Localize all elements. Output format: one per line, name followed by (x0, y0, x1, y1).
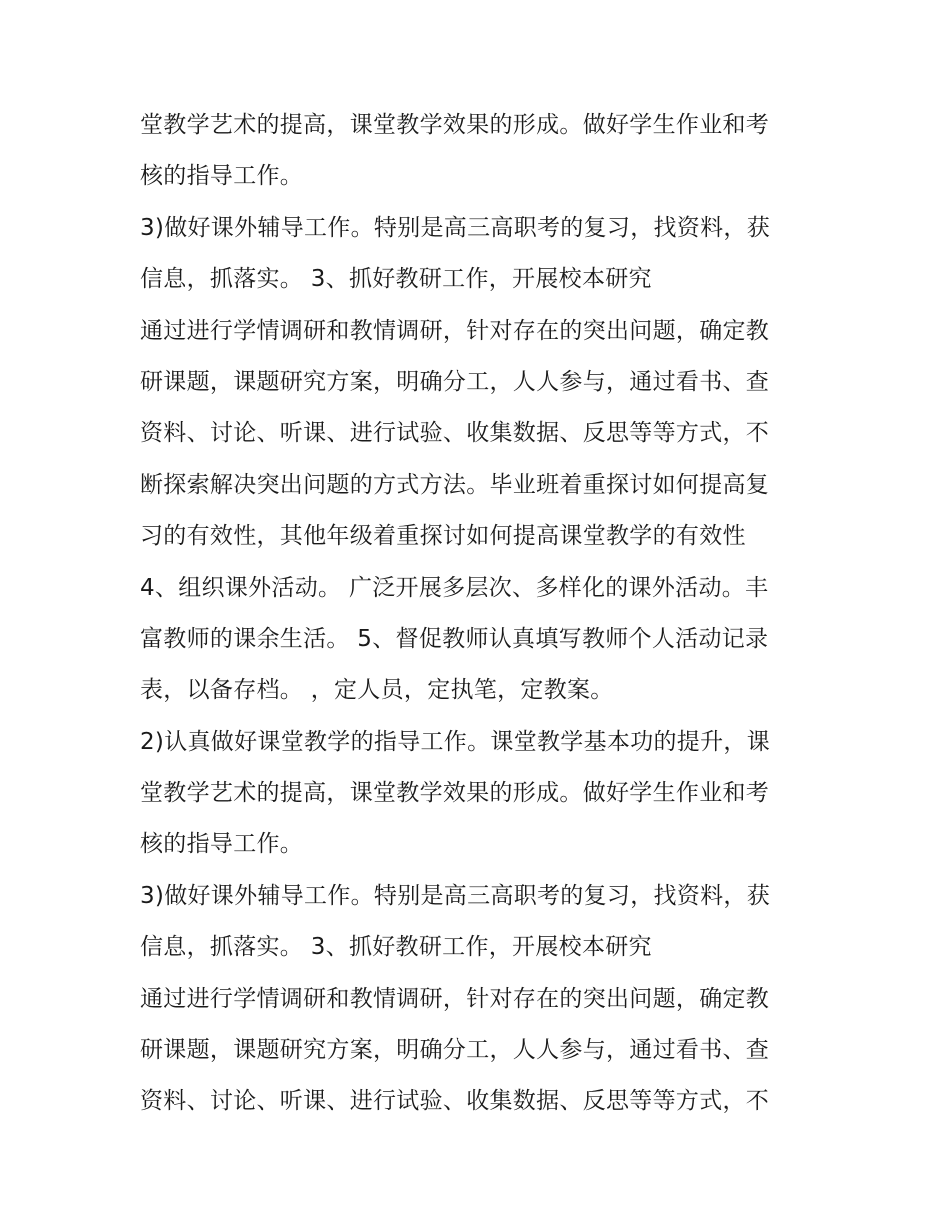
text-line: 断探索解决突出问题的方式方法。毕业班着重探讨如何提高复 (140, 471, 770, 498)
text-line: 资料、讨论、听课、进行试验、收集数据、反思等等方式，不 (140, 420, 770, 447)
text-line: 通过进行学情调研和教情调研，针对存在的突出问题，确定教 (140, 985, 770, 1012)
text-line: 通过进行学情调研和教情调研，针对存在的突出问题，确定教 (140, 317, 770, 344)
text-line: 核的指导工作。 (140, 831, 304, 858)
text-line: 信息，抓落实。 3、抓好教研工作，开展校本研究 (140, 266, 652, 293)
text-line: 4、组织课外活动。 广泛开展多层次、多样化的课外活动。丰 (140, 574, 769, 601)
text-line: 研课题，课题研究方案，明确分工，人人参与，通过看书、查 (140, 368, 770, 395)
text-line: 堂教学艺术的提高，课堂教学效果的形成。做好学生作业和考 (140, 112, 770, 138)
text-line: 习的有效性，其他年级着重探讨如何提高课堂教学的有效性 (140, 523, 746, 550)
text-line: 富教师的课余生活。 5、督促教师认真填写教师个人活动记录 (140, 625, 769, 652)
text-line: 3)做好课外辅导工作。特别是高三高职考的复习，找资料，获 (140, 214, 771, 241)
text-line: 表，以备存档。 ，定人员，定执笔，定教案。 (140, 677, 614, 704)
text-line: 研课题，课题研究方案，明确分工，人人参与，通过看书、查 (140, 1037, 770, 1064)
text-line: 核的指导工作。 (140, 163, 304, 190)
text-line: 堂教学艺术的提高，课堂教学效果的形成。做好学生作业和考 (140, 780, 770, 807)
text-line: 2)认真做好课堂教学的指导工作。课堂教学基本功的提升，课 (140, 728, 771, 755)
text-line: 3)做好课外辅导工作。特别是高三高职考的复习，找资料，获 (140, 882, 771, 909)
text-line: 资料、讨论、听课、进行试验、收集数据、反思等等方式，不 (140, 1088, 770, 1115)
document-body (140, 100, 820, 1128)
text-line: 信息，抓落实。 3、抓好教研工作，开展校本研究 (140, 934, 652, 961)
